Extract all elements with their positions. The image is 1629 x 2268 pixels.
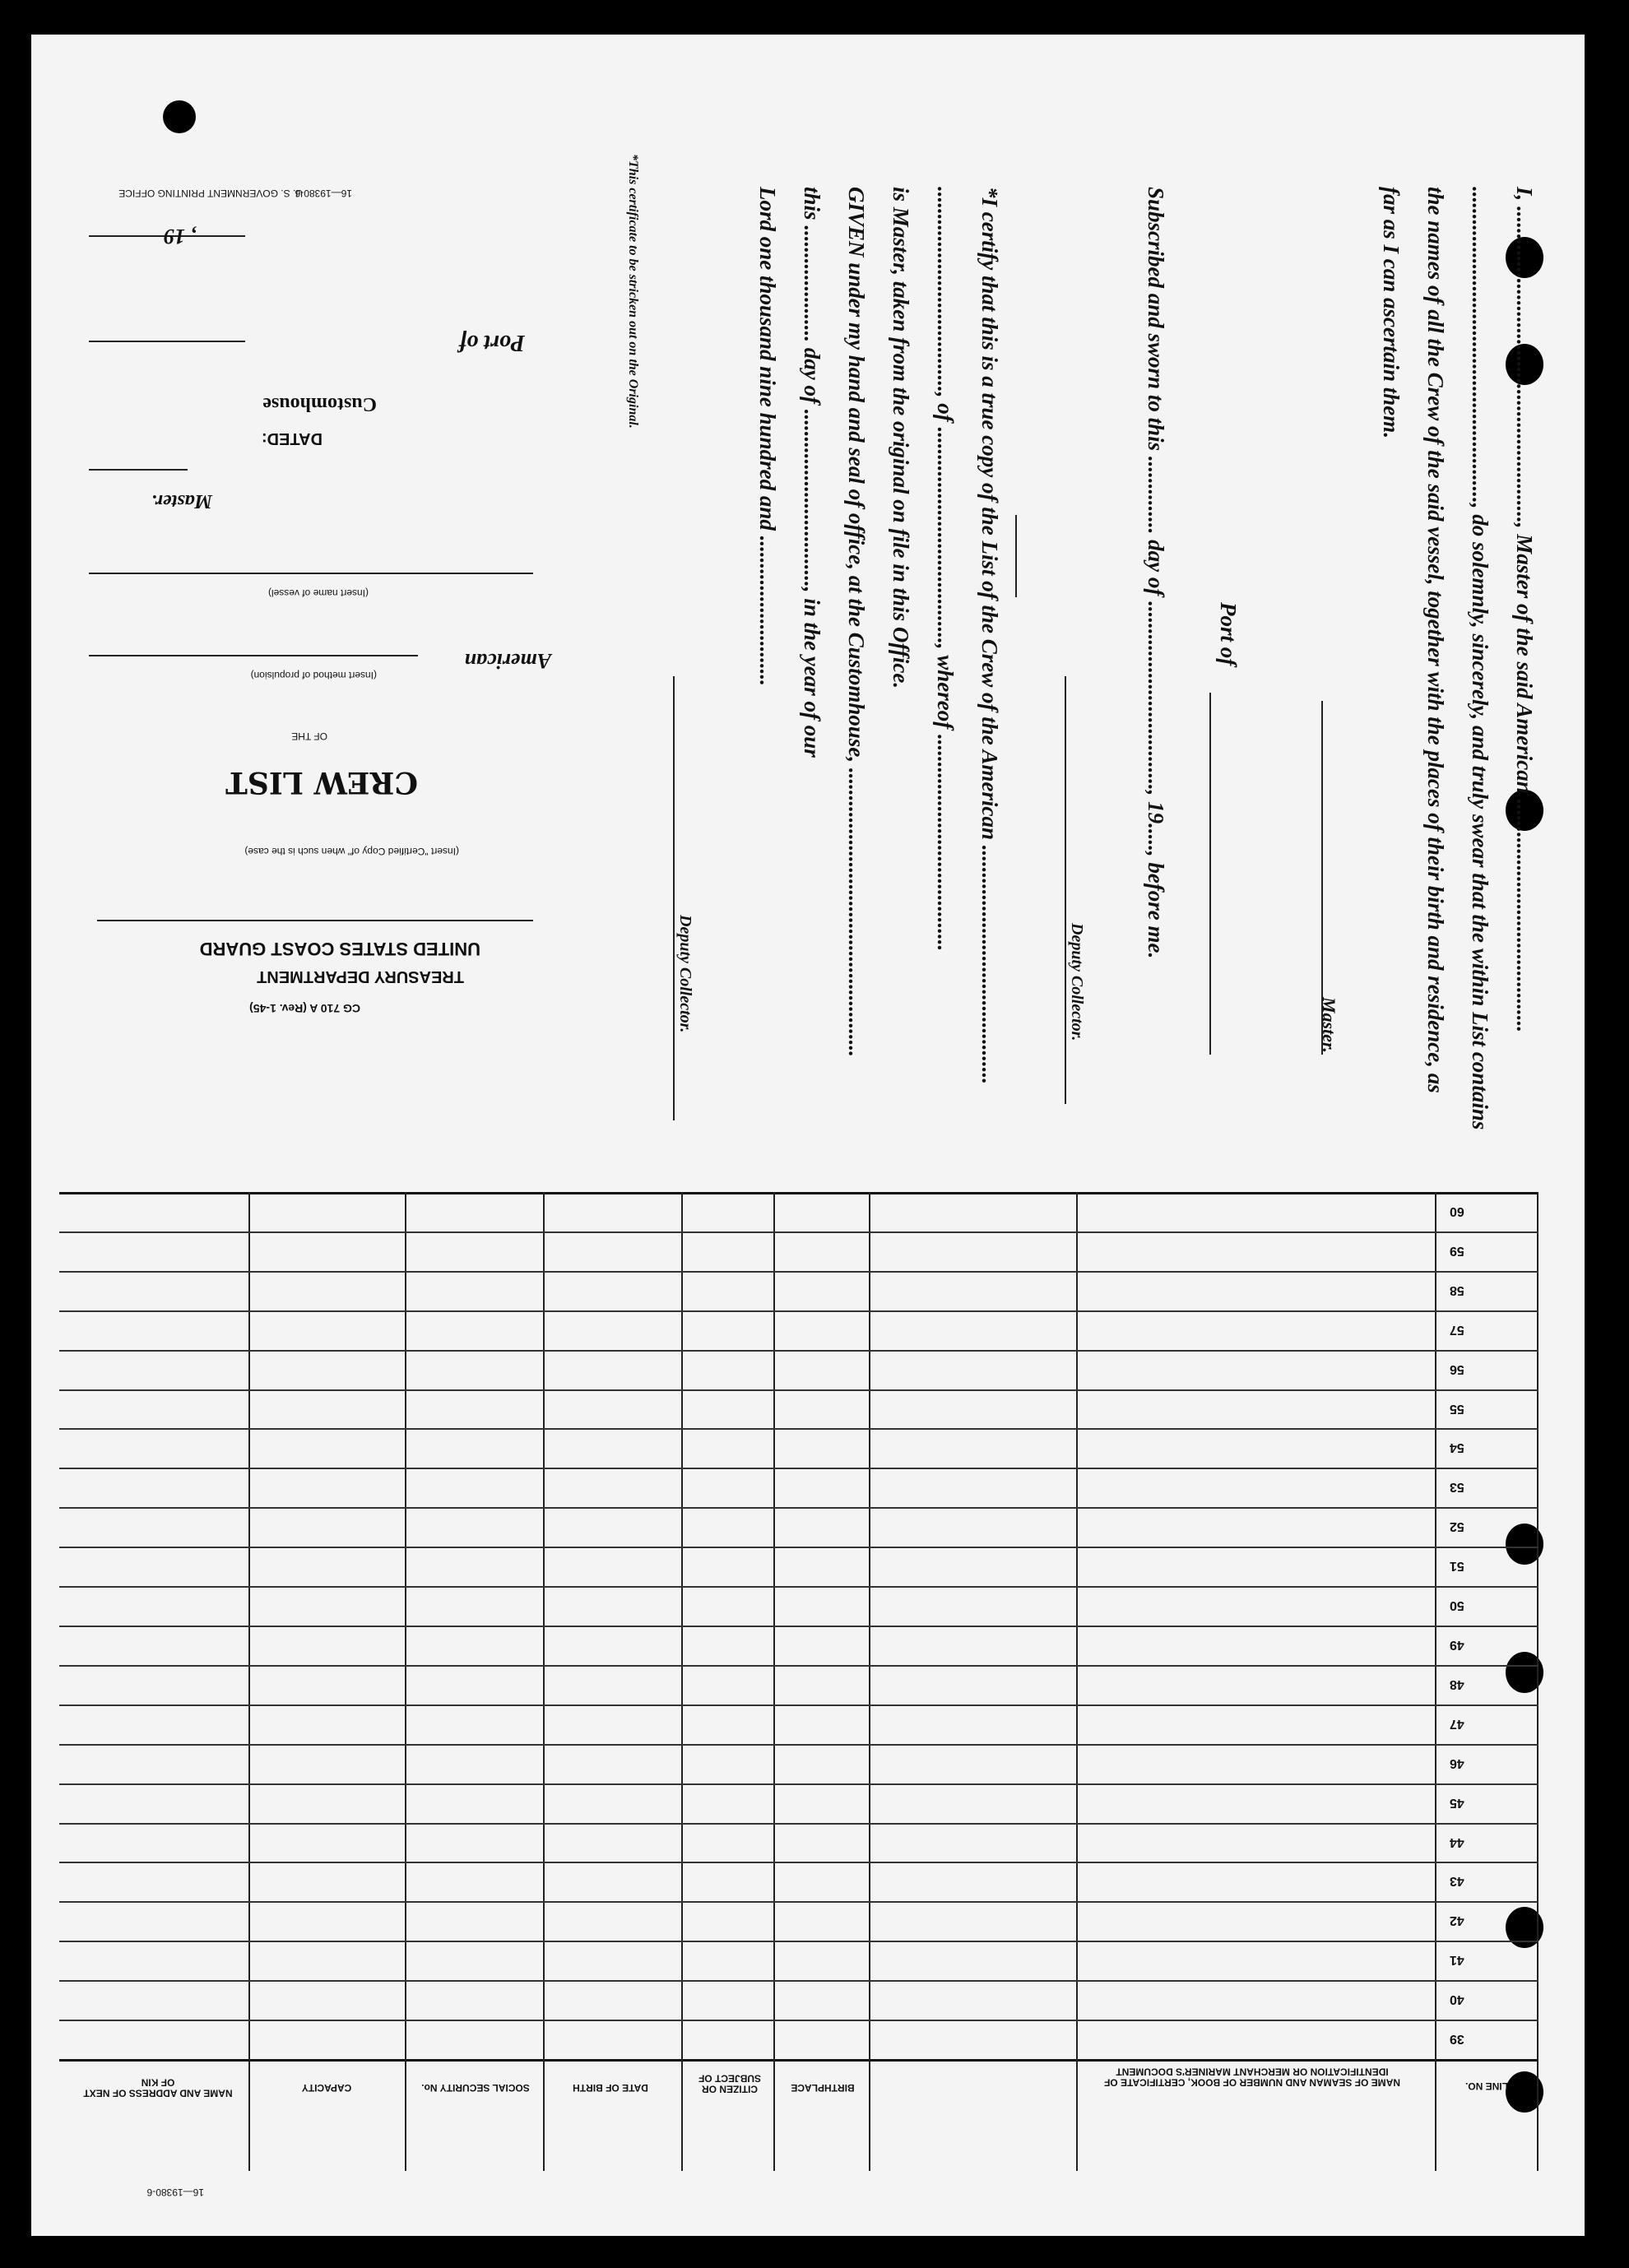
row-divider [59, 1783, 1538, 1785]
col-divider [1537, 1192, 1538, 2171]
department-label: TREASURY DEPARTMENT [257, 967, 464, 986]
american-label: American [464, 649, 551, 673]
port-line [89, 341, 245, 342]
row-divider [59, 2020, 1538, 2021]
col-divider [869, 1192, 870, 2171]
line-number: 59 [1450, 1243, 1464, 1258]
port-of-label: Port of [458, 330, 525, 355]
cert-line-3: is Master, taken from the original on file in this Office. [889, 187, 913, 689]
row-divider [59, 1941, 1538, 1942]
cert-line-6: Lord one thousand nine hundred and ........................... [755, 187, 780, 686]
line-number: 40 [1450, 1992, 1464, 2007]
line-number: 53 [1450, 1480, 1464, 1495]
col-divider [1435, 1192, 1436, 2171]
punch-hole [163, 100, 196, 133]
line-number: 58 [1450, 1282, 1464, 1297]
oath-master-signature: Master. [1319, 997, 1339, 1053]
vessel-name-note: (Insert name of vessel) [267, 587, 369, 599]
print-code: 16—19380-6 [295, 188, 352, 199]
vessel-name-line [89, 573, 533, 574]
line-number: 45 [1450, 1795, 1464, 1810]
col-header-citizen: CITIZEN OR SUBJECT OF [698, 2072, 762, 2095]
row-divider [59, 1901, 1538, 1903]
cert-line-5: this ..................... day of ................................, in the year of our [800, 187, 824, 758]
line-number: 48 [1450, 1677, 1464, 1691]
line-number: 51 [1450, 1559, 1464, 1574]
master-line [89, 469, 188, 471]
oath-deputy-collector: Deputy Collector. [1068, 923, 1086, 1041]
oath-subscribed: Subscribed and sworn to this .............. day of .................................., 19....., before me. [1144, 187, 1168, 959]
header-rule-top [97, 920, 533, 921]
row-divider [59, 1468, 1538, 1469]
row-divider [59, 1626, 1538, 1627]
row-divider [59, 1704, 1538, 1706]
of-the-label: OF THE [291, 730, 327, 742]
oath-line-3: the names of all the Crew of the said vessel, together with the places of their birth and residence, as [1423, 187, 1448, 1093]
table-top-border [59, 1192, 1538, 1194]
line-number: 41 [1450, 1953, 1464, 1968]
deputy-signature-line [1065, 676, 1066, 1104]
row-divider [59, 1547, 1538, 1548]
row-divider [59, 1744, 1538, 1746]
line-number: 44 [1450, 1834, 1464, 1849]
master-label: Master. [151, 490, 212, 512]
row-divider [59, 1271, 1538, 1273]
oath-line-1: I, ........................................................., Master of the said American .......................................... [1512, 187, 1537, 1033]
line-number: 43 [1450, 1874, 1464, 1889]
cert-line-4: GIVEN under my hand and seal of office, at the Customhouse, .................................................... [844, 187, 869, 1057]
row-divider [59, 1350, 1538, 1352]
oath-line-2: ........................................................., do solemnly, sincerely, and truly swear that the within List contains [1468, 187, 1492, 1130]
seal-mark [1015, 515, 1017, 597]
cert-deputy-line [673, 676, 675, 1120]
table-header-border [59, 2059, 1538, 2062]
crew-table [59, 1192, 1538, 2171]
col-divider [681, 1192, 683, 2171]
print-code-bottom: 16—19380-6 [146, 2187, 204, 2198]
row-divider [59, 1310, 1538, 1312]
propulsion-line [89, 655, 418, 656]
line-number: 52 [1450, 1519, 1464, 1534]
row-divider [59, 1980, 1538, 1982]
line-number: 60 [1450, 1204, 1464, 1218]
row-divider [59, 1428, 1538, 1430]
row-divider [59, 1823, 1538, 1825]
col-header-birthplace: BIRTHPLACE [791, 2082, 855, 2094]
agency-label: UNITED STATES COAST GUARD [199, 939, 480, 959]
line-number: 39 [1450, 2032, 1464, 2047]
col-divider [1076, 1192, 1078, 2171]
col-divider [405, 1192, 406, 2171]
customhouse-label: Customhouse [262, 393, 377, 415]
col-divider [543, 1192, 545, 2171]
oath-line-4: far as I can ascertain them. [1379, 187, 1404, 439]
oath-port-line [1209, 693, 1211, 1055]
line-number: 49 [1450, 1637, 1464, 1652]
line-number: 55 [1450, 1401, 1464, 1416]
line-number: 54 [1450, 1440, 1464, 1455]
row-divider [59, 1231, 1538, 1233]
form-number: CG 710 A (Rev. 1-45) [249, 1002, 360, 1015]
col-header-date-of-birth: DATE OF BIRTH [573, 2082, 648, 2094]
col-header-social-security: SOCIAL SECURITY No. [421, 2082, 530, 2094]
dated-label: DATED: [261, 429, 323, 448]
printing-office: U. S. GOVERNMENT PRINTING OFFICE [118, 188, 303, 199]
row-divider [59, 1586, 1538, 1588]
year-label: , 19 [164, 225, 196, 248]
crew-list-form-page [31, 35, 1585, 2236]
col-divider [773, 1192, 775, 2171]
line-number: 56 [1450, 1361, 1464, 1376]
line-number: 46 [1450, 1755, 1464, 1770]
cert-line-2: ....................................., of ......................................., whereof ....................................... [933, 187, 958, 952]
cert-deputy-collector: Deputy Collector. [676, 915, 694, 1033]
oath-port: Port of [1216, 602, 1241, 666]
line-number: 42 [1450, 1913, 1464, 1928]
cert-footnote: *This certificate to be stricken out on the Original. [626, 154, 640, 429]
col-header-capacity: CAPACITY [301, 2082, 352, 2094]
crew-list-title: CREW LIST [225, 765, 418, 800]
propulsion-note: (Insert method of propulsion) [250, 670, 377, 681]
line-number: 47 [1450, 1716, 1464, 1731]
col-header-seaman-name: NAME OF SEAMAN AND NUMBER OF BOOK, CERTIFICATE OF IDENTIFICATION OR MERCHANT MARINER'S DOCUMENT [1104, 2066, 1400, 2089]
row-divider [59, 1862, 1538, 1863]
col-header-line-no: LINE NO. [1465, 2080, 1509, 2093]
line-number: 50 [1450, 1598, 1464, 1613]
col-divider [248, 1192, 250, 2171]
line-number: 57 [1450, 1322, 1464, 1337]
col-header-next-of-kin: NAME AND ADDRESS OF NEXT OF KIN [83, 2076, 233, 2099]
row-divider [59, 1665, 1538, 1667]
cert-line-1: *I certify that this is a true copy of the List of the Crew of the American ........................................... [977, 187, 1002, 1084]
row-divider [59, 1507, 1538, 1509]
certified-copy-note: (Insert "Certified Copy of" when such is the case) [244, 846, 459, 857]
row-divider [59, 1389, 1538, 1391]
